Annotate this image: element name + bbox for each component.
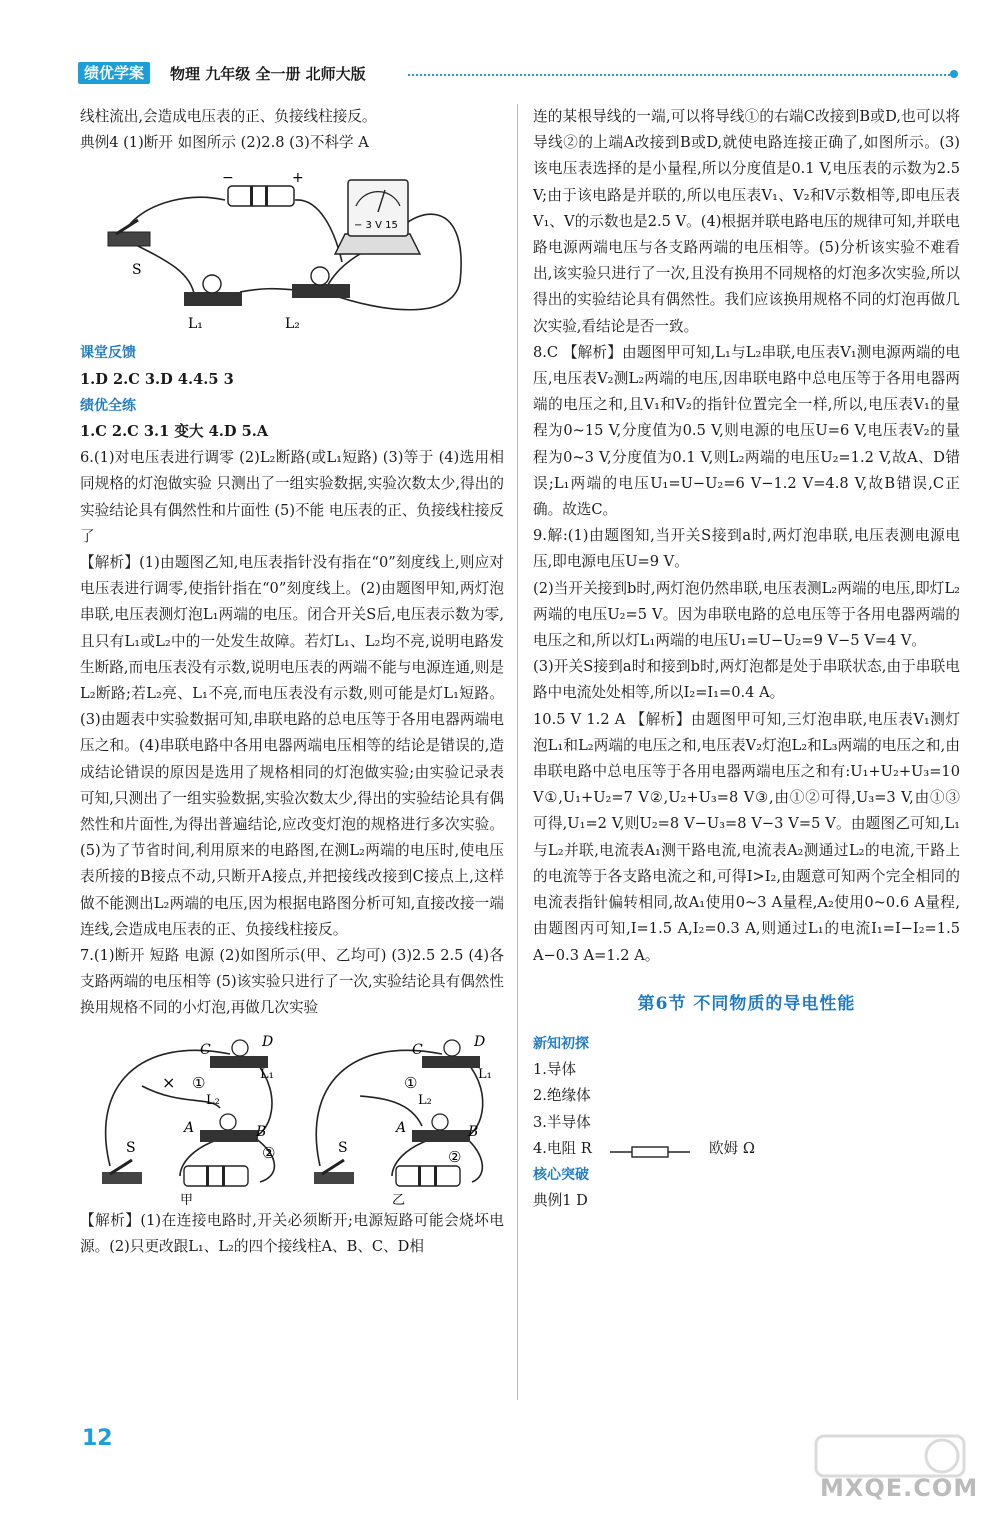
node-b-label: B	[256, 1123, 267, 1140]
circuit-figure-2	[80, 1026, 504, 1206]
switch-icon	[108, 220, 150, 246]
column-divider	[517, 104, 518, 1400]
answer-7-analysis: 【解析】(1)在连接电路时,开关必须断开;电源短路可能会烧坏电源。(2)只更改跟L₁、L₂的四个接线柱A、B、C、D相	[80, 1211, 504, 1255]
item-4-label: 4.电阻 R	[533, 1139, 592, 1157]
answer-7-analysis-cont: 连的某根导线的一端,可以将导线①的右端C改接到B或D,也可以将导线②的上端A改接到B或D,就使电路连接正确了,如图所示。(3)该电压表选择的是小量程,所以分度值是0.1 V,电压表的示数为2.5 V;由于该电路是并联的,所以电压表V₁、V₂和V示数相等,即电压表V₁、V的示数也是2.5 V。(4)根据并联电路电压的规律可知,并联电路电源两端电压与各支路两端的电压相等。(5)分析该实验不难看出,该实验只进行了一次,且没有换用不同规格的灯泡多次实验,所以得出的实验结论具有偶然性。我们应该换用规格不同的灯泡再做几次实验,看结论是否一致。	[533, 108, 960, 335]
section-title: 第6节 不同物质的导电性能	[637, 993, 856, 1014]
node-d-label: D	[262, 1033, 274, 1050]
lamp-l2-base	[200, 1130, 258, 1142]
answer-9-part-2: (2)当开关接到b时,两灯泡仍然串联,电压表测L₂两端的电压,即灯L₂两端的电压U₂=5 V。因为串联电路的总电压等于各用电器两端的电压之和,所以灯L₁两端的电压U₁=U−U₂=9 V−5 V=4 V。	[533, 579, 960, 650]
switch-label: S	[132, 262, 142, 279]
diagram-yi-label: 乙	[392, 1192, 406, 1206]
brand-logo: 绩优学案	[78, 62, 150, 84]
lamp-l2-label: L₂	[418, 1092, 432, 1108]
lamp-l2-icon	[220, 1114, 236, 1130]
node-d-label: D	[474, 1033, 486, 1050]
node-c-label: C	[200, 1041, 211, 1058]
header-info: 物理 九年级 全一册 北师大版	[170, 65, 366, 83]
wire-2-label: ②	[448, 1147, 462, 1166]
item-3: 3.半导体	[533, 1113, 591, 1131]
header-dot	[950, 70, 958, 78]
lamp-l1-icon	[444, 1040, 460, 1056]
example-1-answer: 典例1 D	[533, 1192, 588, 1210]
diagram-jia	[102, 1040, 274, 1186]
answer-6-analysis: 【解析】(1)由题图乙知,电压表指针没有指在“0”刻度线上,则应对电压表进行调零,使指针指在“0”刻度线上。(2)由题图甲知,两灯泡串联,电压表测灯泡L₁两端的电压。闭合开关S后,电压表示数为零,且只有L₁或L₂中的一处发生故障。若灯L₁、L₂均不亮,说明电路发生断路,而电压表没有示数,说明电压表的两端不能与电源连通,则是L₂断路;若L₂亮、L₁不亮,而电压表没有示数,则可能是灯L₁短路。(3)由题表中实验数据可知,串联电路的总电压等于各用电器两端电压之和。(4)串联电路中各用电器两端电压相等的结论是错误的,造成结论错误的原因是选用了规格相同的灯泡做实验;由实验记录表可知,只测出了一组实验数据,实验次数太少,得出的实验结论具有偶然性和片面性,为得出普遍结论,应改变灯泡的规格进行多次实验。(5)为了节省时间,利用原来的电路图,在测L₂两端的电压时,使电压表所接的B接点不动,只断开A接点,并把接线改接到C接点上,这样做不能测出L₂两端的电压,因为根据电路图分析可知,直接改接一端连线,会造成电压表的正、负接线柱接反。	[80, 554, 504, 938]
example-4-answer: 典例4 (1)断开 如图所示 (2)2.8 (3)不科学 A	[80, 134, 369, 152]
node-c-label: C	[412, 1041, 423, 1058]
answer-10: 10.5 V 1.2 A 【解析】由题图甲可知,三灯泡串联,电压表V₁测灯泡L₁和L₂两端的电压之和,电压表V₂灯泡L₂和L₃两端的电压之和,由串联电路中总电压等于各用电器两端电压之和有:U₁+U₂+U₃=10 V①,U₁+U₂=7 V②,U₂+U₃=8 V③,由①②可得,U₃=3 V,由①③可得,U₁=2 V,则U₂=8 V−U₃=8 V−3 V=5 V。由题图乙可知,L₁与L₂并联,电流表A₁测干路电流,电流表A₂测通过L₂的电流,干路上的电流等于各支路电流之和,可得I>I₂,由题意可知两个完全相同的电流表指针偏转相同,故A₁使用0~3 A量程,A₂使用0~0.6 A量程,由题图丙可知,I=1.5 A,I₂=0.3 A,则通过L₁的电流I₁=I−I₂=1.5 A−0.3 A=1.2 A。	[533, 710, 960, 964]
battery-icon	[184, 1166, 248, 1186]
switch-icon	[102, 1172, 142, 1184]
wire-1-label: ①	[192, 1073, 206, 1092]
lamp-l2-label: L₂	[285, 316, 300, 333]
switch-label: S	[338, 1139, 348, 1156]
item-4	[533, 1136, 960, 1162]
wire-1-label: ①	[404, 1073, 418, 1092]
lamp-l2-icon	[432, 1114, 448, 1130]
header-divider	[408, 74, 950, 76]
wire-2-label: ②	[262, 1143, 276, 1162]
switch-icon	[314, 1172, 354, 1184]
item-2: 2.绝缘体	[533, 1087, 591, 1105]
item-1: 1.导体	[533, 1061, 577, 1079]
text-line: 线柱流出,会造成电压表的正、负接线柱接反。	[80, 108, 377, 125]
node-a-label: A	[184, 1119, 195, 1136]
lamp-l1-label: L₁	[478, 1066, 492, 1082]
answer-9-part-3: (3)开关S接到a时和接到b时,两灯泡都是处于串联状态,由于串联电路中电流处处相等,所以I₂=I₁=0.4 A。	[533, 658, 960, 702]
lamp-l1-icon	[232, 1040, 248, 1056]
circuit-figure-1	[80, 162, 480, 334]
circuit-diagram	[80, 162, 480, 334]
answer-9-part-1: 9.解:(1)由题图知,当开关S接到a时,两灯泡串联,电压表测电源电压,即电源电压U=9 V。	[533, 527, 960, 571]
node-b-label: B	[468, 1123, 479, 1140]
left-column	[80, 104, 504, 1260]
cross-mark: ×	[162, 1072, 176, 1092]
right-column	[533, 104, 960, 1214]
resistor-symbol-icon	[610, 1142, 690, 1156]
diagram-jia-label: 甲	[180, 1192, 194, 1206]
section-heading-feedback: 课堂反馈	[80, 345, 136, 362]
answer-8: 8.C 【解析】由题图甲可知,L₁与L₂串联,电压表V₁测电源两端的电压,电压表V₂测L₂两端的电压,因串联电路中总电压等于各用电器两端的电压之和,且V₁和V₂的指针位置完全一样,所以,电压表V₁的量程为0~15 V,分度值为0.5 V,则电源的电压U=6 V,电压表V₂的量程为0~3 V,分度值为0.1 V,则L₂两端的电压U₂=1.2 V,故A、D错误;L₁两端的电压U₁=U−U₂=6 V−1.2 V=4.8 V,故B错误,C正确。故选C。	[533, 343, 960, 519]
section-heading-practice: 绩优全练	[80, 397, 136, 414]
lamp-l1-label: L₁	[260, 1066, 274, 1082]
circuit-diagrams-jia-yi	[80, 1026, 504, 1206]
lamp-l1-label: L₁	[188, 316, 203, 333]
section-heading-new-knowledge: 新知初探	[533, 1035, 589, 1052]
section-heading-core: 核心突破	[533, 1166, 589, 1183]
voltmeter-scale-label: − 3 V 15	[354, 220, 398, 232]
answer-6: 6.(1)对电压表进行调零 (2)L₂断路(或L₁短路) (3)等于 (4)选用相同规格的灯泡做实验 只测出了一组实验数据,实验次数太少,得出的实验结论具有偶然性和片面性 (5)不能 电压表的正、负接线柱接反了	[80, 449, 504, 545]
battery-minus-label: −	[222, 170, 234, 187]
lamp-l2-label: L₂	[206, 1092, 220, 1108]
watermark-text: MXQE.COM	[820, 1474, 979, 1502]
node-a-label: A	[396, 1119, 407, 1136]
page-header	[78, 62, 958, 88]
battery-plus-label: +	[292, 170, 304, 187]
practice-answers: 1.C 2.C 3.1 变大 4.D 5.A	[80, 423, 269, 441]
feedback-answers: 1.D 2.C 3.D 4.4.5 3	[80, 370, 234, 388]
battery-icon	[396, 1166, 460, 1186]
page-number: 12	[82, 1426, 113, 1451]
switch-label: S	[126, 1139, 136, 1156]
item-4-unit: 欧姆 Ω	[709, 1139, 755, 1157]
battery-icon	[228, 186, 294, 206]
answer-7: 7.(1)断开 短路 电源 (2)如图所示(甲、乙均可) (3)2.5 2.5 (4)各支路两端的电压相等 (5)该实验只进行了一次,实验结论具有偶然性 换用规格不同的小灯泡,再做几次实验	[80, 947, 504, 1017]
lamp-l2-icon	[292, 267, 350, 298]
voltmeter-icon	[335, 180, 420, 254]
